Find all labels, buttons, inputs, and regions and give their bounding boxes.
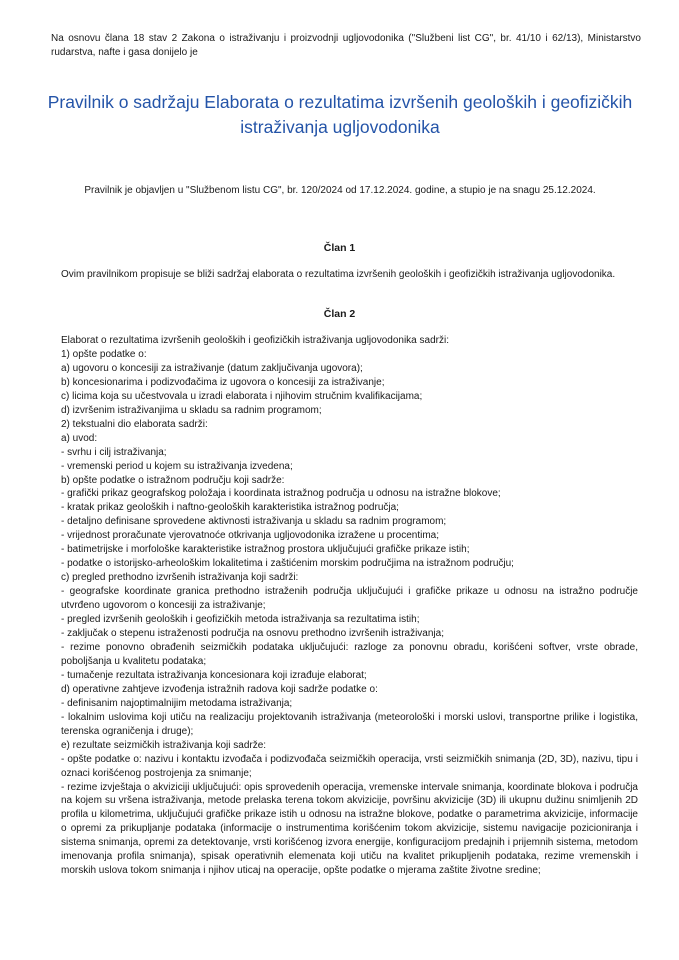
document-title: Pravilnik o sadržaju Elaborata o rezultatima izvršenih geoloških i geofizičkih istraživanja ugljovodonika — [47, 92, 633, 137]
article-2-line: 2) tekstualni dio elaborata sadrži: — [61, 418, 208, 430]
article-2-line: b) koncesionarima i podizvođačima iz ugovora o koncesiji za istraživanje; — [61, 376, 385, 388]
article-2-line: - svrhu i cilj istraživanja; — [61, 446, 167, 458]
article-2-line: a) uvod: — [61, 432, 98, 444]
legal-basis-paragraph: Na osnovu člana 18 stav 2 Zakona o istraživanju i proizvodnji ugljovodonika ("Službeni list CG", br. 41/10 i 62/13), Ministarstvo rudarstva, nafte i gasa donijelo je — [51, 33, 641, 58]
article-2-line: d) izvršenim istraživanjima u skladu sa radnim programom; — [61, 404, 322, 416]
article-2-paragraph: - opšte podatke o: nazivu i kontaktu izvođača i podizvođača seizmičkih operacija, vrsti seizmičkih snimanja (2D, 3D), nazivu, tipu i oznaci korišćenog postrojenja za snimanje; — [61, 753, 638, 779]
article-2-line: d) operativne zahtjeve izvođenja istražnih radova koji sadrže podatke o: — [61, 683, 378, 695]
article-2-body — [61, 334, 638, 878]
article-1-text: Ovim pravilnikom propisuje se bliži sadržaj elaborata o rezultatima izvršenih geoloških i geofizičkih istraživanja ugljovodonika. — [61, 269, 616, 280]
article-2-line: Elaborat o rezultatima izvršenih geoloških i geofizičkih istraživanja ugljovodonika sadrži: — [61, 335, 449, 346]
article-2-line: c) pregled prethodno izvršenih istraživanja koji sadrži: — [61, 572, 299, 584]
article-2-line: 1) opšte podatke o: — [61, 348, 147, 360]
article-2-heading: Član 2 — [323, 308, 356, 320]
article-2-line: - kratak prikaz geoloških i naftno-geoloških karakteristika istražnog područja; — [61, 502, 399, 514]
article-2-line: - tumačenje rezultata istraživanja koncesionara koji izrađuje elaborat; — [61, 669, 367, 681]
article-2-line: - vrijednost proračunate vjerovatnoće otkrivanja ugljovodonika izražene u procentima; — [61, 530, 439, 542]
article-2-line: a) ugovoru o koncesiji za istraživanje (datum zaključivanja ugovora); — [61, 362, 363, 374]
article-2-line: e) rezultate seizmičkih istraživanja koji sadrže: — [61, 739, 267, 751]
article-2-line: - pregled izvršenih geoloških i geofizičkih metoda istraživanja sa rezultatima istih; — [61, 614, 420, 626]
article-2-line: - detaljno definisane sprovedene aktivnosti istraživanja u skladu sa radnim programom; — [61, 516, 447, 528]
article-2-paragraph: - rezime ponovno obrađenih seizmičkih podataka uključujući: razloge za ponovnu obradu, korišćeni softver, vrste obrade, poboljšanja u kvalitetu podataka; — [61, 641, 638, 667]
article-2-paragraph: - geografske koordinate granica prethodno istraženih područja uključujući i grafičke prikaze u odnosu na istražno područje utvrđeno ugovorom o koncesiji za istraživanje; — [61, 586, 638, 612]
article-2-line: c) licima koja su učestvovala u izradi elaborata i njihovim stručnim kvalifikacijama; — [61, 390, 423, 402]
article-2-line: - vremenski period u kojem su istraživanja izvedena; — [61, 460, 293, 472]
article-2-line: - podatke o istorijsko-arheološkim lokalitetima i zaštićenim morskim područjima na istražnom području; — [61, 558, 514, 570]
article-2-line: - batimetrijske i morfološke karakteristike istražnog prostora uključujući grafičke prikaze istih; — [61, 544, 470, 556]
article-2-line: - zaključak o stepenu istraženosti područja na osnovu prethodno izvršenih istraživanja; — [61, 628, 444, 640]
article-2-paragraph: - lokalnim uslovima koji utiču na realizaciju projektovanih istraživanja (meteorološki i morski uslovi, transportne prilike i logistika, terenska ograničenja i druge); — [61, 711, 638, 737]
publication-note: Pravilnik je objavljen u "Službenom listu CG", br. 120/2024 od 17.12.2024. godine, a stupio je na snagu 25.12.2024. — [84, 185, 596, 196]
article-2-line: b) opšte podatke o istražnom području koji sadrže: — [61, 474, 285, 486]
article-2-paragraph: - rezime izvještaja o akviziciji uključujući: opis sprovedenih operacija, vremenske intervale snimanja, koordinate blokova i područja na kojem su vršena istraživanja, metode prelaska terena tokom akvizicije, površinu akvizicije (3D) ili ukupnu dužinu snimljenih 2D profila u kilometrima, uključujući grafičke prikaze istih u odnosu na istražne blokove, podatke o parametrima akvizicije, informacije o opremi za prikupljanje podataka (informacije o instrumentima korišćenim tokom akvizicije, sistemu navigacije pozicioniranja i sistema snimanja, opremi za detektovanje, vrsti korišćenog izvora energije, konfiguracijom predajnih i prijemnih sistema, metodom imenovanja profila snimanja), spisak operativnih elemenata koji utiču na kvalitet prikupljenih podataka, rezime vremenskih i morskih uslova tokom snimanja i njihov uticaj na operacije, opšte podatke o mjerama zaštite životne sredine; — [61, 781, 638, 877]
article-1-heading: Član 1 — [323, 242, 356, 254]
article-2-line: - definisanim najoptimalnijim metodama istraživanja; — [61, 697, 293, 709]
article-2-line: - grafički prikaz geografskog položaja i koordinata istražnog područja u odnosu na istražne blokove; — [61, 488, 501, 500]
